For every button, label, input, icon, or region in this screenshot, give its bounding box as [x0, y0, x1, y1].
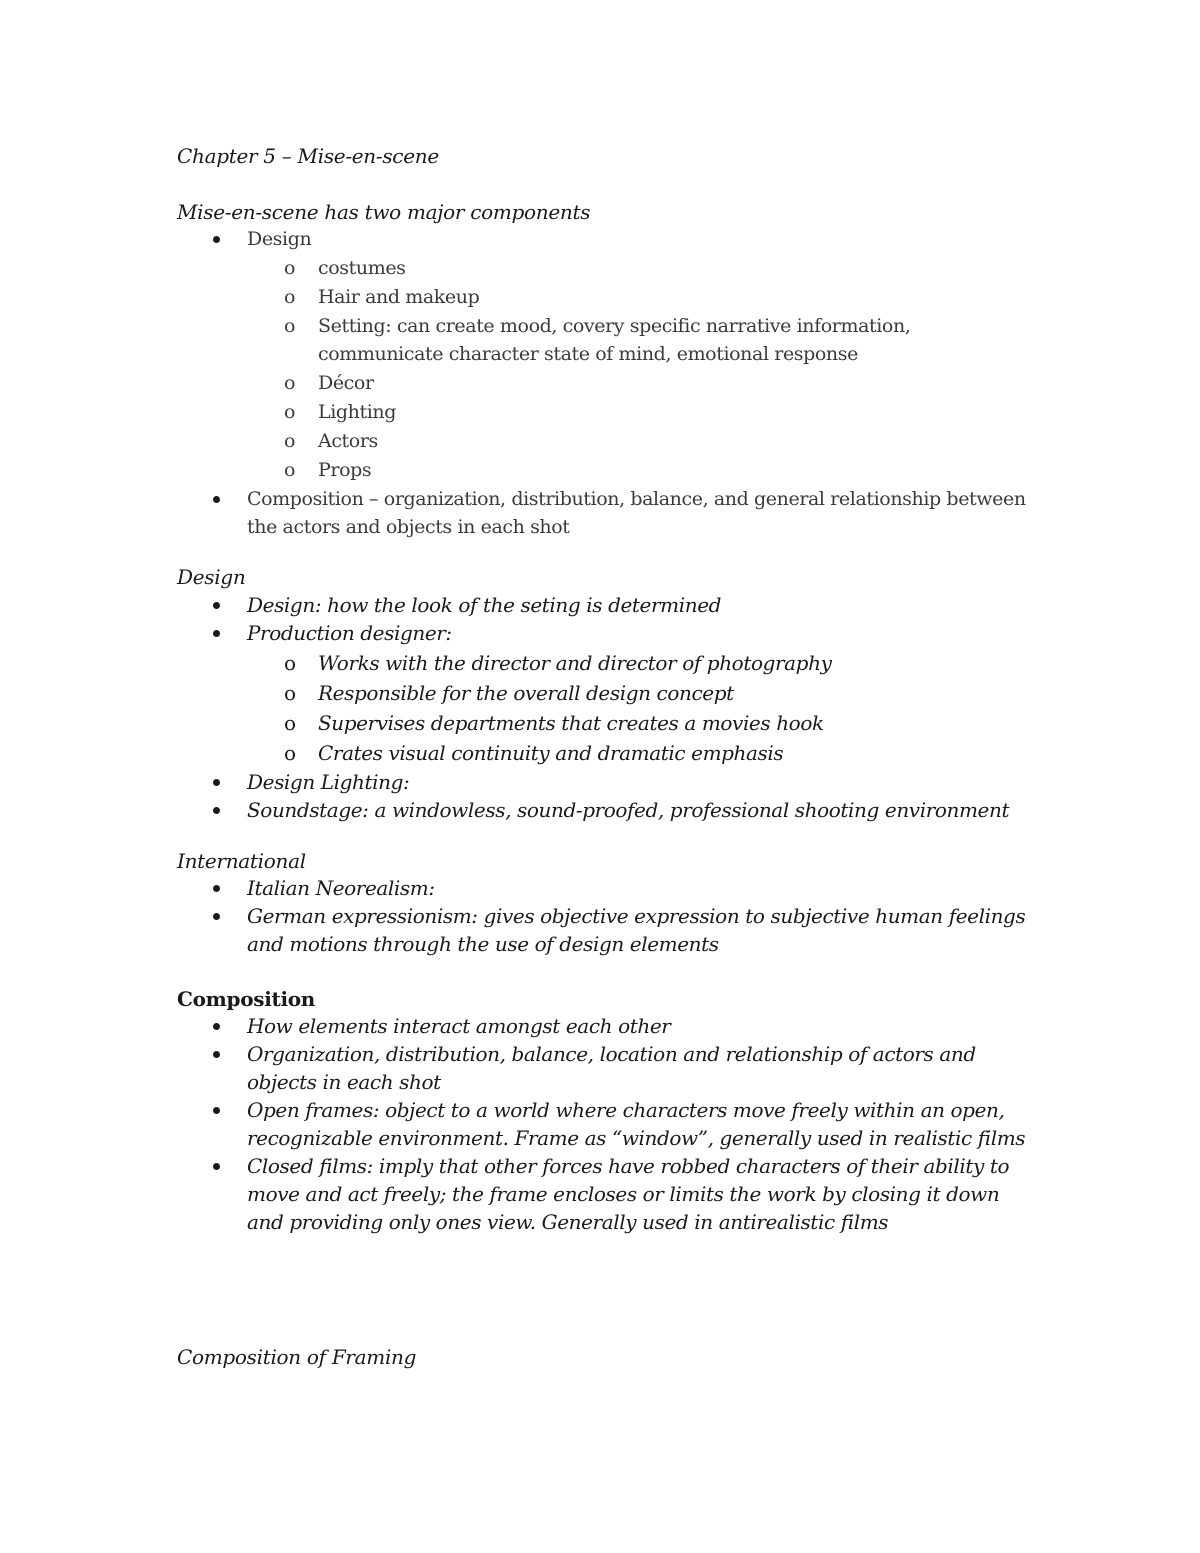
circle-bullet-icon: o — [284, 741, 296, 765]
design-list — [0, 591, 1200, 824]
list-item — [0, 1040, 1037, 1096]
bullet-icon — [213, 779, 220, 786]
bullet-icon — [213, 630, 220, 637]
circle-bullet-icon: o — [284, 257, 296, 279]
list-item-label: Composition – organization, distribution, balance, and general relationship between the actors and objects in each shot — [247, 488, 1026, 538]
list-item — [0, 619, 1037, 647]
international-heading: International — [177, 849, 306, 873]
bullet-icon — [213, 807, 220, 814]
list-item — [0, 1096, 1037, 1152]
circle-bullet-icon: o — [284, 711, 296, 735]
list-item — [0, 902, 1037, 958]
circle-bullet-icon: o — [284, 459, 296, 481]
circle-bullet-icon: o — [284, 681, 296, 705]
circle-bullet-icon: o — [284, 401, 296, 423]
list-item-label: Design Lighting: — [247, 770, 410, 794]
list-item — [0, 1152, 1037, 1236]
circle-bullet-icon: o — [284, 651, 296, 675]
list-item-label: Italian Neorealism: — [247, 876, 435, 900]
bullet-icon — [213, 1163, 220, 1170]
sub-list-item — [0, 679, 978, 707]
circle-bullet-icon: o — [284, 372, 296, 394]
international-list — [0, 874, 1200, 958]
sub-list-item-label: Actors — [318, 430, 378, 452]
sub-list-item — [0, 739, 978, 767]
sub-list-item — [0, 427, 978, 455]
list-item — [0, 225, 1037, 253]
sub-list-item — [0, 398, 978, 426]
list-item — [0, 796, 1037, 824]
list-item-label: How elements interact amongst each other — [247, 1014, 671, 1038]
bullet-icon — [213, 236, 220, 243]
sub-list-item — [0, 649, 978, 677]
sub-list-item-label: Lighting — [318, 401, 397, 423]
sub-list-item-label: Props — [318, 459, 372, 481]
chapter-title: Chapter 5 – Mise-en-scene — [177, 144, 439, 168]
design-heading: Design — [177, 565, 246, 589]
list-item-label: German expressionism: gives objective expression to subjective human feelings and motions through the use of design elements — [247, 904, 1026, 956]
bullet-icon — [213, 913, 220, 920]
bullet-icon — [213, 1023, 220, 1030]
sub-list-item — [0, 283, 978, 311]
list-item — [0, 1012, 1037, 1040]
sub-list-item-label: Works with the director and director of photography — [318, 651, 832, 675]
list-item-label: Design — [247, 228, 312, 250]
list-item-label: Open frames: object to a world where characters move freely within an open, recognizable environment. Frame as “window”, generally used in realistic films — [247, 1098, 1026, 1150]
composition-heading: Composition — [177, 987, 316, 1011]
bullet-icon — [213, 1051, 220, 1058]
list-item-label: Soundstage: a windowless, sound-proofed, professional shooting environment — [247, 798, 1010, 822]
list-item-label: Closed films: imply that other forces have robbed characters of their ability to move and act freely; the frame encloses or limits the work by closing it down and providing only ones view. Generally used in antirealistic films — [247, 1154, 1010, 1234]
list-item-label: Production designer: — [247, 621, 452, 645]
sub-list-item-label: Supervises departments that creates a movies hook — [318, 711, 824, 735]
sub-list-item — [0, 254, 978, 282]
sub-list-item-label: Hair and makeup — [318, 286, 480, 308]
list-item — [0, 485, 1037, 541]
composition-of-framing-heading: Composition of Framing — [177, 1345, 417, 1369]
sub-list-item — [0, 369, 978, 397]
sub-list-item — [0, 312, 978, 368]
sub-list-item-label: Setting: can create mood, covery specific narrative information, communicate character state of mind, emotional response — [318, 315, 911, 365]
section1-list — [0, 225, 1200, 541]
sub-list-item-label: Responsible for the overall design concept — [318, 681, 734, 705]
bullet-icon — [213, 602, 220, 609]
list-item — [0, 874, 1037, 902]
list-item — [0, 591, 1037, 619]
bullet-icon — [213, 496, 220, 503]
list-item-label: Design: how the look of the seting is determined — [247, 593, 722, 617]
bullet-icon — [213, 885, 220, 892]
circle-bullet-icon: o — [284, 315, 296, 337]
composition-list — [0, 1012, 1200, 1236]
list-item-label: Organization, distribution, balance, location and relationship of actors and objects in each shot — [247, 1042, 976, 1094]
section1-intro: Mise-en-scene has two major components — [177, 200, 591, 224]
sub-list-item-label: Crates visual continuity and dramatic emphasis — [318, 741, 784, 765]
circle-bullet-icon: o — [284, 286, 296, 308]
sub-list-item — [0, 456, 978, 484]
bullet-icon — [213, 1107, 220, 1114]
list-item — [0, 768, 1037, 796]
sub-list-item-label: costumes — [318, 257, 406, 279]
sub-list-item — [0, 709, 978, 737]
sub-list-item-label: Décor — [318, 372, 374, 394]
circle-bullet-icon: o — [284, 430, 296, 452]
